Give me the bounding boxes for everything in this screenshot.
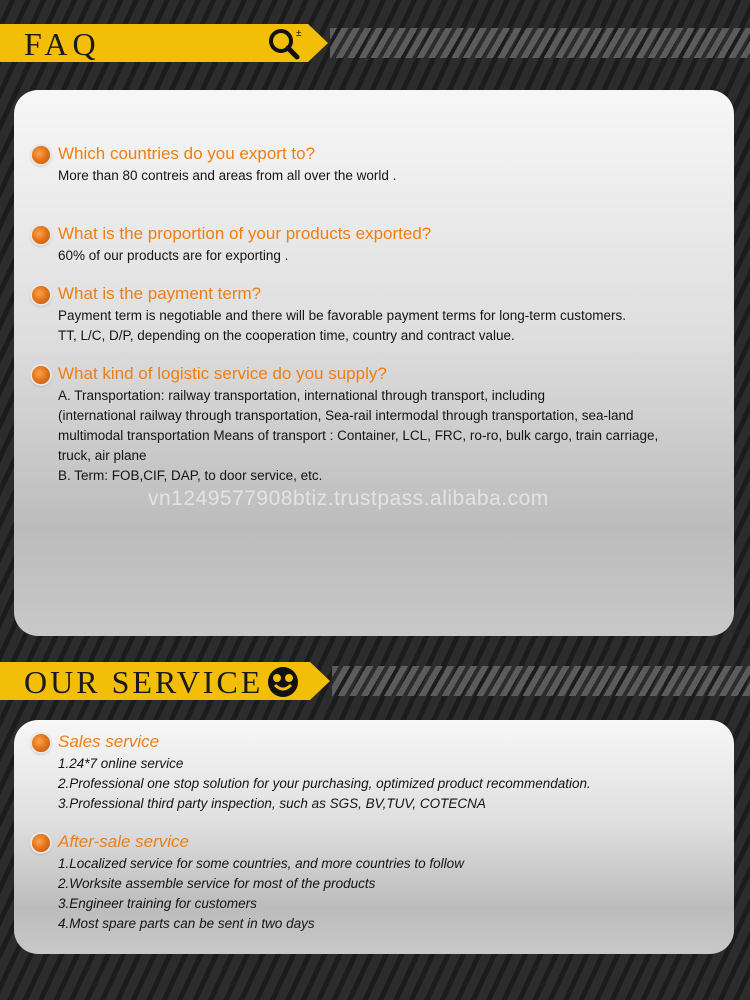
faq-answer-line: Payment term is negotiable and there will be favorable payment terms for long-term customers.: [58, 308, 627, 323]
orange-bullet-icon: [32, 734, 50, 752]
service-list-line: 2.Worksite assemble service for most of the products: [58, 876, 376, 891]
faq-question: Which countries do you export to?: [58, 144, 316, 163]
faq-question: What is the payment term?: [58, 284, 262, 303]
faq-answer-line: More than 80 contreis and areas from all over the world .: [58, 168, 397, 183]
svg-text:±: ±: [296, 28, 302, 39]
service-list-line: 1.Localized service for some countries, and more countries to follow: [58, 856, 464, 871]
service-list-line: 3.Professional third party inspection, such as SGS, BV,TUV, COTECNA: [58, 796, 486, 811]
service-list-line: 4.Most spare parts can be sent in two days: [58, 916, 315, 931]
service-list: [58, 754, 591, 814]
faq-answer-line: multimodal transportation Means of transport : Container, LCL, FRC, ro-ro, bulk cargo, train carriage,: [58, 428, 659, 443]
faq-title: FAQ: [24, 26, 101, 62]
service-list: [58, 854, 464, 934]
faq-answer-line: B. Term: FOB,CIF, DAP, to door service, etc.: [58, 468, 323, 483]
service-card: [14, 720, 734, 954]
service-title: OUR SERVICE: [24, 664, 264, 700]
faq-answer-line: A. Transportation: railway transportation, international through transport, including: [58, 388, 546, 403]
faq-answer: [58, 386, 658, 486]
orange-bullet-icon: [32, 286, 50, 304]
faq-answer-line: (international railway through transportation, Sea-rail intermodal through transportation, sea-land: [58, 408, 634, 423]
faq-answer: [58, 246, 288, 266]
magnifier-question-icon: [266, 26, 306, 60]
faq-card: [14, 90, 734, 636]
service-list-line: 3.Engineer training for customers: [58, 896, 257, 911]
orange-bullet-icon: [32, 834, 50, 852]
orange-bullet-icon: [32, 226, 50, 244]
smiley-face-icon: [266, 665, 300, 699]
faq-answer: [58, 166, 396, 186]
service-list-line: 1.24*7 online service: [58, 756, 184, 771]
service-heading: After-sale service: [58, 832, 190, 851]
service-banner-stripes: [332, 666, 750, 696]
faq-answer-line: TT, L/C, D/P, depending on the cooperation time, country and contract value.: [58, 328, 515, 343]
service-heading: Sales service: [58, 732, 160, 751]
faq-answer: [58, 306, 626, 346]
faq-answer-line: truck, air plane: [58, 448, 147, 463]
faq-question: What is the proportion of your products exported?: [58, 224, 432, 243]
faq-answer-line: 60% of our products are for exporting .: [58, 248, 289, 263]
orange-bullet-icon: [32, 366, 50, 384]
faq-question: What kind of logistic service do you supply?: [58, 364, 387, 383]
service-list-line: 2.Professional one stop solution for your purchasing, optimized product recommendation.: [58, 776, 591, 791]
faq-banner-stripes: [330, 28, 750, 58]
watermark: vn1249577908btiz.trustpass.alibaba.com: [148, 487, 549, 510]
orange-bullet-icon: [32, 146, 50, 164]
